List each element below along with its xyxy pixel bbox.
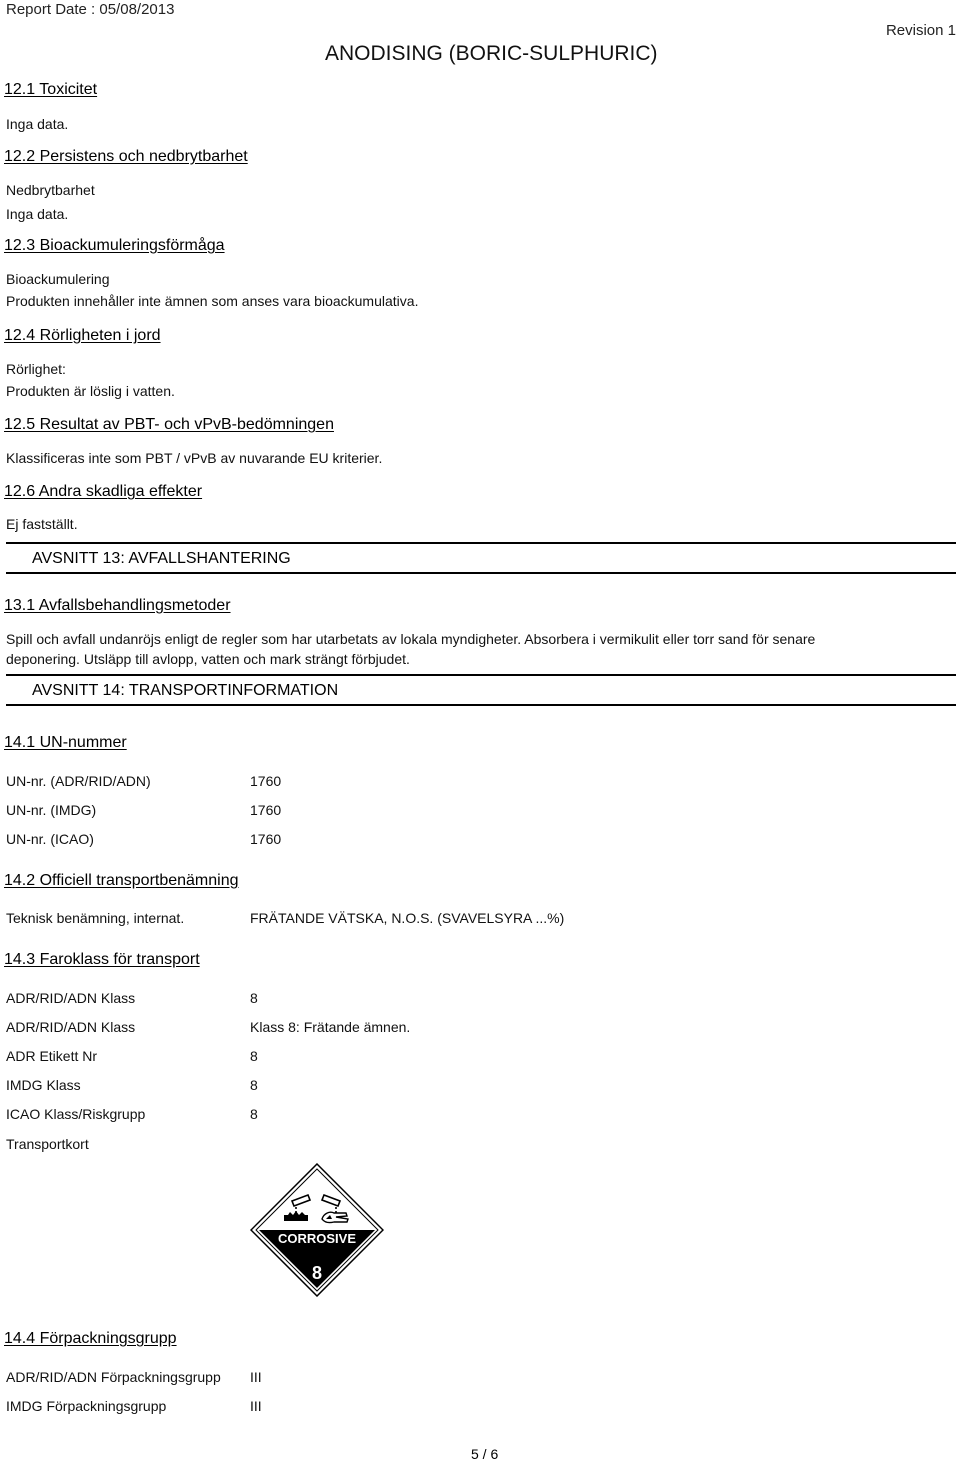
class-row-label: ADR/RID/ADN Klass	[6, 1019, 136, 1035]
heading-12-6: 12.6 Andra skadliga effekter	[4, 483, 203, 500]
section-14-banner	[6, 674, 956, 706]
section-13-title: AVSNITT 13: AVFALLSHANTERING	[32, 550, 291, 567]
class-row-label: ADR/RID/ADN Klass	[6, 990, 136, 1006]
heading-12-3: 12.3 Bioackumuleringsförmåga	[4, 237, 225, 254]
section-14-title: AVSNITT 14: TRANSPORTINFORMATION	[32, 682, 339, 699]
text-12-3: Produkten innehåller inte ämnen som anses vara bioackumulativa.	[6, 293, 419, 309]
un-row-value: 1760	[250, 831, 282, 847]
corrosive-label: CORROSIVE	[277, 1231, 357, 1246]
heading-14-3: 14.3 Faroklass för transport	[4, 951, 200, 968]
pack-row-label: ADR/RID/ADN Förpackningsgrupp	[6, 1369, 221, 1385]
heading-14-1: 14.1 UN-nummer	[4, 734, 127, 751]
un-row-value: 1760	[250, 802, 282, 818]
class-row-label: IMDG Klass	[6, 1077, 81, 1093]
document-title: ANODISING (BORIC-SULPHURIC)	[325, 42, 658, 65]
heading-14-4: 14.4 Förpackningsgrupp	[4, 1330, 177, 1347]
un-row-label: UN-nr. (ICAO)	[6, 831, 94, 847]
un-row-label: UN-nr. (ADR/RID/ADN)	[6, 773, 151, 789]
text-12-4: Produkten är löslig i vatten.	[6, 383, 175, 399]
heading-12-4: 12.4 Rörligheten i jord	[4, 327, 161, 344]
pack-row-label: IMDG Förpackningsgrupp	[6, 1398, 167, 1414]
text-12-1: Inga data.	[6, 116, 69, 132]
class-row-value: 8	[250, 990, 258, 1006]
corrosive-pictogram	[250, 1163, 384, 1297]
class-row-value: 8	[250, 1077, 258, 1093]
corrosive-class-number: 8	[311, 1263, 323, 1283]
heading-12-5: 12.5 Resultat av PBT- och vPvB-bedömningen	[4, 416, 334, 433]
section-13-banner	[6, 542, 956, 574]
text-12-6: Ej fastställt.	[6, 516, 78, 532]
shipping-name-value: FRÄTANDE VÄTSKA, N.O.S. (SVAVELSYRA ...%)	[250, 910, 565, 926]
disposal-line-2: deponering. Utsläpp till avlopp, vatten och mark strängt förbjudet.	[6, 651, 410, 667]
shipping-name-label: Teknisk benämning, internat.	[6, 910, 185, 926]
page-number: 5 / 6	[471, 1446, 499, 1462]
disposal-line-1: Spill och avfall undanröjs enligt de regler som har utarbetats av lokala myndigheter. Absorbera i vermikulit eller torr sand för senare	[6, 631, 816, 647]
class-row-value: 8	[250, 1048, 258, 1064]
label-bioackumulering: Bioackumulering	[6, 271, 110, 287]
label-rorlighet: Rörlighet:	[6, 361, 66, 377]
class-row-value: 8	[250, 1106, 258, 1122]
text-12-5: Klassificeras inte som PBT / vPvB av nuvarande EU kriterier.	[6, 450, 383, 466]
un-row-label: UN-nr. (IMDG)	[6, 802, 97, 818]
pack-row-value: III	[250, 1398, 262, 1414]
corrosive-diamond-icon	[250, 1163, 384, 1297]
disposal-text	[6, 629, 906, 669]
revision-label: Revision 1	[885, 22, 956, 39]
class-row-value: Klass 8: Frätande ämnen.	[250, 1019, 411, 1035]
label-nedbrytbarhet: Nedbrytbarhet	[6, 182, 95, 198]
pack-row-value: III	[250, 1369, 262, 1385]
un-row-value: 1760	[250, 773, 282, 789]
heading-12-2: 12.2 Persistens och nedbrytbarhet	[4, 148, 248, 165]
heading-13-1: 13.1 Avfallsbehandlingsmetoder	[4, 597, 231, 614]
heading-12-1: 12.1 Toxicitet	[4, 81, 98, 98]
text-12-2: Inga data.	[6, 206, 69, 222]
heading-14-2: 14.2 Officiell transportbenämning	[4, 872, 239, 889]
report-date: Report Date : 05/08/2013	[6, 1, 175, 18]
class-row-label: ICAO Klass/Riskgrupp	[6, 1106, 146, 1122]
class-row-label: ADR Etikett Nr	[6, 1048, 98, 1064]
transport-card-label: Transportkort	[6, 1136, 89, 1152]
